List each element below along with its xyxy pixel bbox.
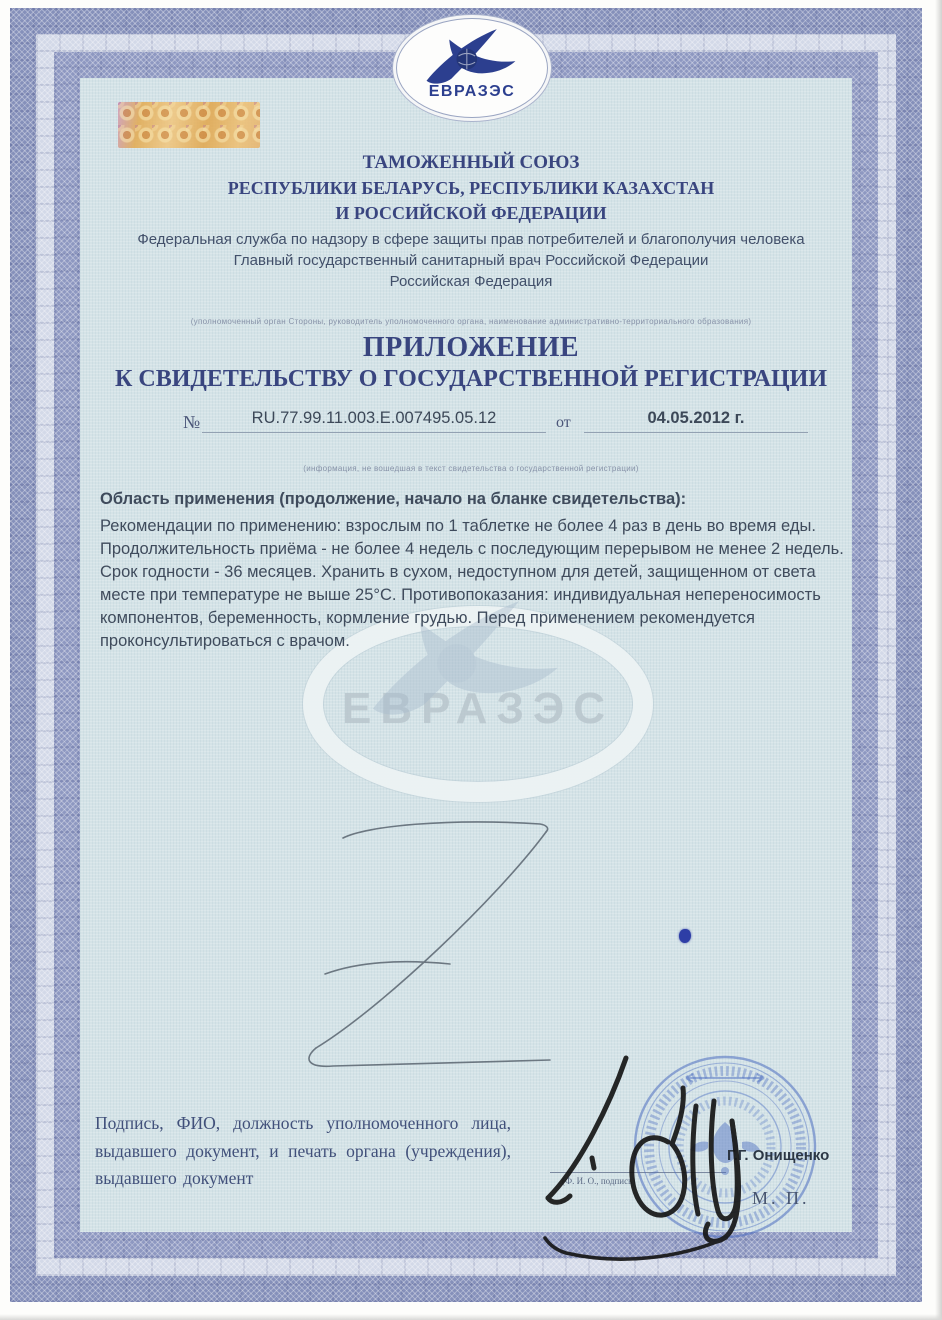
application-area-heading: Область применения (продолжение, начало на бланке свидетельства): bbox=[100, 490, 687, 508]
header-line: РЕСПУБЛИКИ БЕЛАРУСЬ, РЕСПУБЛИКИ КАЗАХСТАН bbox=[227, 178, 715, 198]
signatory-name: Г.Г. Онищенко bbox=[727, 1147, 830, 1164]
info-note: (информация, не вошедшая в текст свидетельства о государственной регистрации) bbox=[303, 464, 639, 473]
registration-number: RU.77.99.11.003.E.007495.05.12 bbox=[202, 409, 546, 433]
eurasec-logo bbox=[396, 18, 548, 118]
document-title-line2: К СВИДЕТЕЛЬСТВУ О ГОСУДАРСТВЕННОЙ РЕГИСТРАЦИИ bbox=[115, 366, 827, 392]
scan-edge-right bbox=[935, 0, 942, 1320]
header-line: Главный государственный санитарный врач Российской Федерации bbox=[233, 252, 709, 269]
header-line: ТАМОЖЕННЫЙ СОЮЗ bbox=[362, 152, 580, 173]
watermark-text: ЕВРАЗЭС bbox=[341, 684, 615, 733]
seal-place-mark: М. П. bbox=[752, 1188, 810, 1208]
eurasec-emblem-icon bbox=[420, 25, 524, 87]
signature-note: (Ф. И. О., подпись) bbox=[562, 1176, 636, 1186]
registration-number-label: № bbox=[183, 412, 201, 432]
signature-handwriting bbox=[538, 1046, 743, 1271]
document-title-line1: ПРИЛОЖЕНИЕ bbox=[362, 332, 580, 363]
application-area-paragraph: Рекомендации по применению: взрослым по 1 таблетке не более 4 раз в день во время еды. Продолжительность приёма - не более 4 недель с последующим перерывом не менее 2 недель. Срок годности - 36 месяцев. Хранить в сухом, недоступном для детей, защищенном от света месте при температуре не выше 25°С. Противопоказания: индивидуальная непереносимость компонентов, беременность, кормление грудью. Перед применением рекомендуется проконсультироваться с врачом. bbox=[100, 517, 844, 650]
logo-text: ЕВРАЗЭС bbox=[428, 83, 516, 100]
handwritten-z-mark bbox=[288, 812, 573, 1074]
header-line: Российская Федерация bbox=[389, 273, 553, 290]
application-area-block bbox=[100, 488, 860, 653]
header-line: Федеральная служба по надзору в сфере защиты прав потребителей и благополучия человека bbox=[137, 231, 805, 248]
scan-edge-bottom bbox=[0, 1314, 942, 1320]
registration-date: 04.05.2012 г. bbox=[584, 409, 808, 433]
registration-from-label: от bbox=[556, 414, 571, 431]
authority-note: (уполномоченный орган Стороны, руководитель уполномоченного органа, наименование административно-территориального образования) bbox=[190, 317, 752, 326]
header-line: И РОССИЙСКОЙ ФЕДЕРАЦИИ bbox=[335, 203, 607, 223]
document-header bbox=[0, 150, 942, 292]
hologram-sticker bbox=[118, 102, 260, 148]
footer-caption: Подпись, ФИО, должность уполномоченного лица, выдавшего документ, и печать органа (учреждения), выдавшего документ bbox=[95, 1113, 511, 1188]
